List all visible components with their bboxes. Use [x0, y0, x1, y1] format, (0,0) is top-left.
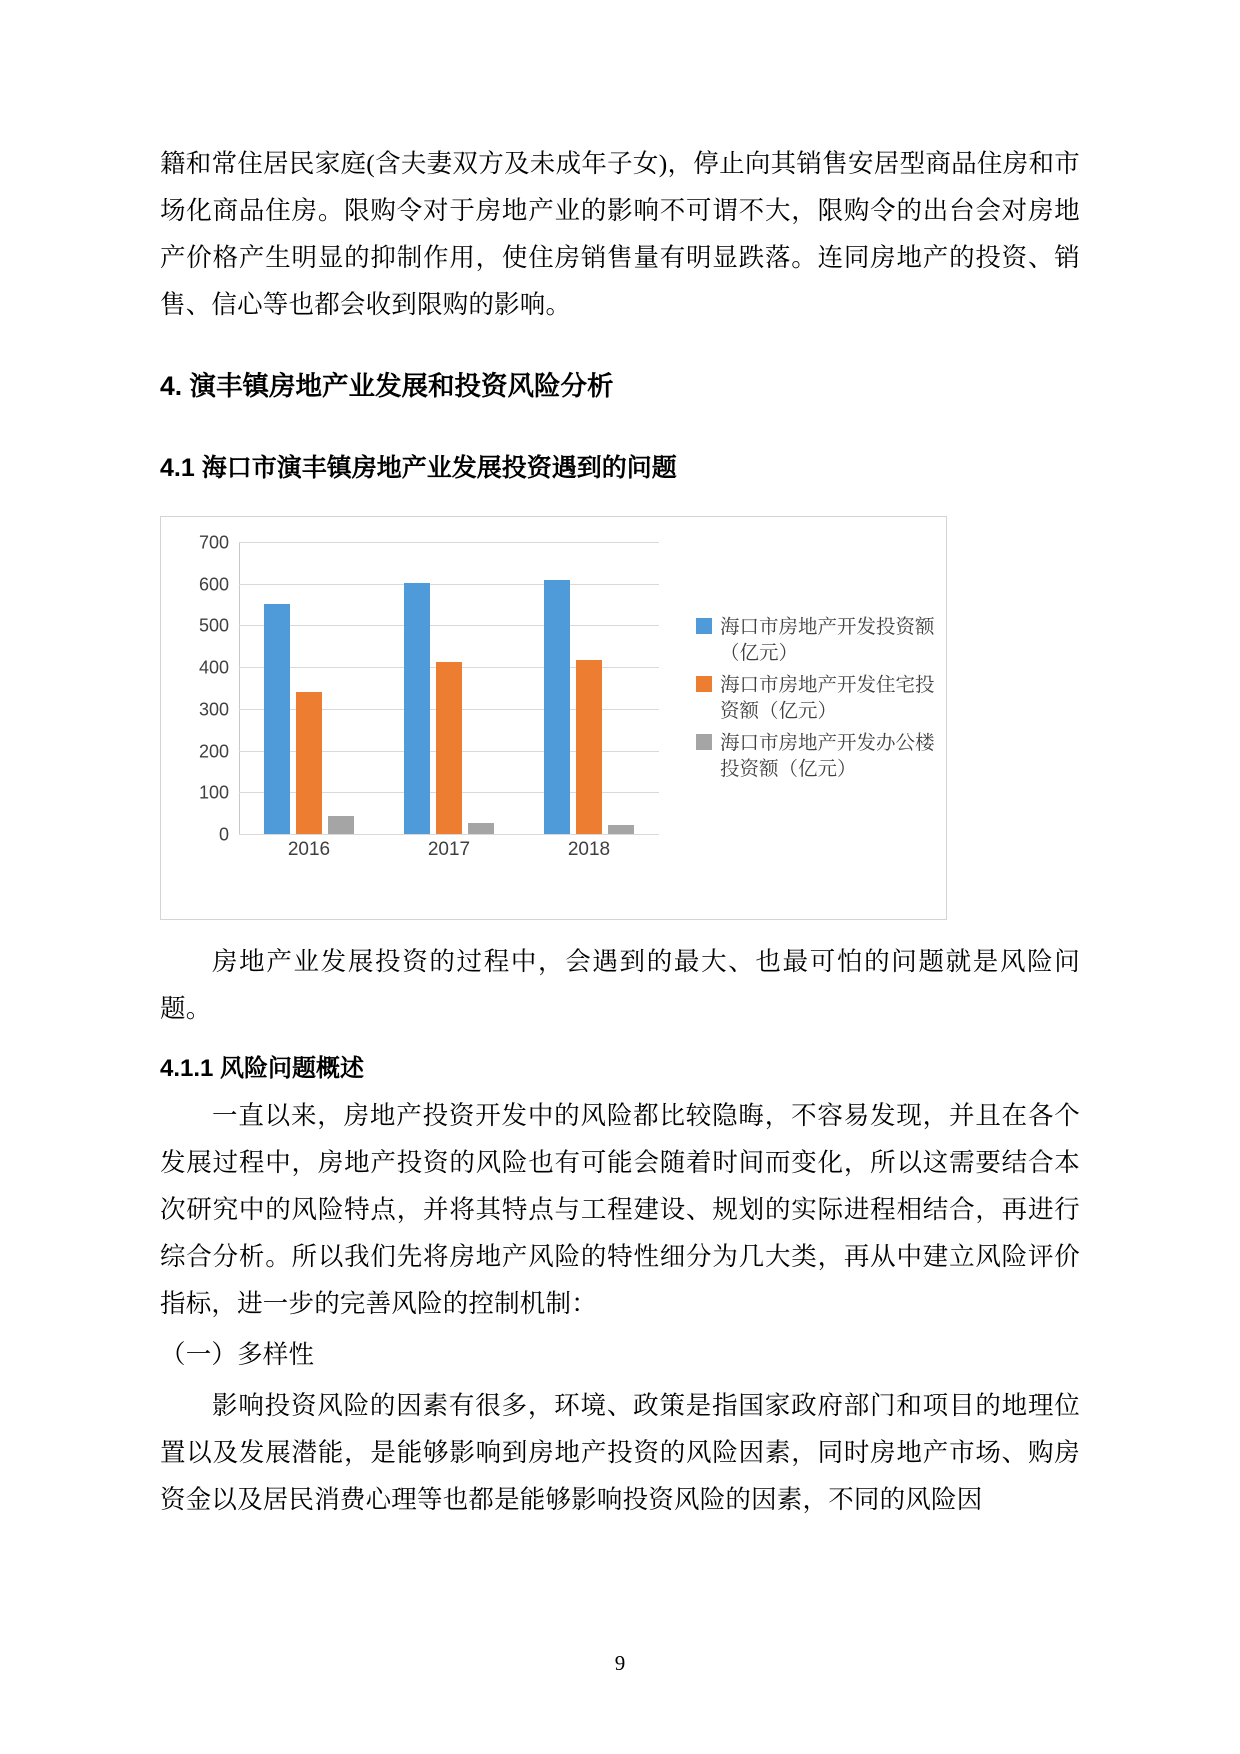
chart-legend: [696, 614, 936, 788]
legend-swatch-blue: [696, 618, 712, 634]
bar-2017-total: [404, 583, 430, 834]
bar-group-2018: [519, 542, 659, 834]
bar-2018-office: [608, 825, 634, 834]
x-tick-2017: 2017: [427, 839, 471, 860]
section-heading-4-1: 4.1 海口市演丰镇房地产业发展投资遇到的问题: [160, 454, 677, 482]
y-tick-100: 100: [198, 782, 229, 803]
bar-2017-office: [468, 823, 494, 834]
legend-label-total: 海口市房地产开发投资额（亿元）: [720, 616, 935, 664]
y-tick-400: 400: [198, 657, 229, 678]
paragraph-2: 房地产业发展投资的过程中，会遇到的最大、也最可怕的问题就是风险问题。: [160, 947, 1080, 1023]
y-tick-200: 200: [198, 741, 229, 762]
legend-label-housing: 海口市房地产开发住宅投资额（亿元）: [720, 674, 935, 722]
bar-2016-office: [328, 816, 354, 834]
bar-group-2017: [379, 542, 519, 834]
legend-item-total: [696, 614, 936, 666]
section-heading-4-1-1: 4.1.1 风险问题概述: [160, 1055, 365, 1082]
legend-item-housing: [696, 672, 936, 724]
legend-swatch-orange: [696, 676, 712, 692]
y-tick-500: 500: [198, 615, 229, 636]
paragraph-1: 籍和常住居民家庭(含夫妻双方及未成年子女)，停止向其销售安居型商品住房和市场化商品住房。限购令对于房地产业的影响不可谓不大，限购令的出台会对房地产价格产生明显的抑制作用，使住房销售量有明显跌落。连同房地产的投资、销售、信心等也都会收到限购的影响。: [160, 149, 1080, 319]
x-tick-2018: 2018: [567, 839, 611, 860]
chart-plot-area: [198, 532, 659, 845]
section-heading-4: 4. 演丰镇房地产业发展和投资风险分析: [160, 371, 614, 401]
bar-chart-figure: [160, 516, 947, 920]
paragraph-4: （一）多样性: [160, 1340, 315, 1369]
bar-group-2016: [239, 542, 379, 834]
bar-2016-housing: [296, 692, 322, 834]
y-tick-700: 700: [198, 532, 229, 553]
chart-bar-groups: [239, 542, 659, 834]
bar-2017-housing: [436, 662, 462, 834]
bar-2018-housing: [576, 660, 602, 834]
chart-x-axis-labels: [239, 839, 659, 861]
legend-label-office: 海口市房地产开发办公楼投资额（亿元）: [720, 732, 935, 780]
y-tick-300: 300: [198, 699, 229, 720]
paragraph-3: 一直以来，房地产投资开发中的风险都比较隐晦，不容易发现，并且在各个发展过程中，房地产投资的风险也有可能会随着时间而变化，所以这需要结合本次研究中的风险特点，并将其特点与工程建设、规划的实际进程相结合，再进行综合分析。所以我们先将房地产风险的特性细分为几大类，再从中建立风险评价指标，进一步的完善风险的控制机制：: [160, 1101, 1080, 1318]
y-tick-600: 600: [198, 574, 229, 595]
gridline-0: [218, 824, 659, 845]
legend-swatch-gray: [696, 734, 712, 750]
bar-2016-total: [264, 604, 290, 834]
page-number: 9: [614, 1651, 626, 1675]
bar-2018-total: [544, 580, 570, 834]
y-tick-0: 0: [218, 824, 229, 845]
x-tick-2016: 2016: [287, 839, 331, 860]
legend-item-office: [696, 730, 936, 782]
paragraph-5: 影响投资风险的因素有很多，环境、政策是指国家政府部门和项目的地理位置以及发展潜能，是能够影响到房地产投资的风险因素，同时房地产市场、购房资金以及居民消费心理等也都是能够影响投资风险的因素，不同的风险因: [160, 1391, 1080, 1514]
